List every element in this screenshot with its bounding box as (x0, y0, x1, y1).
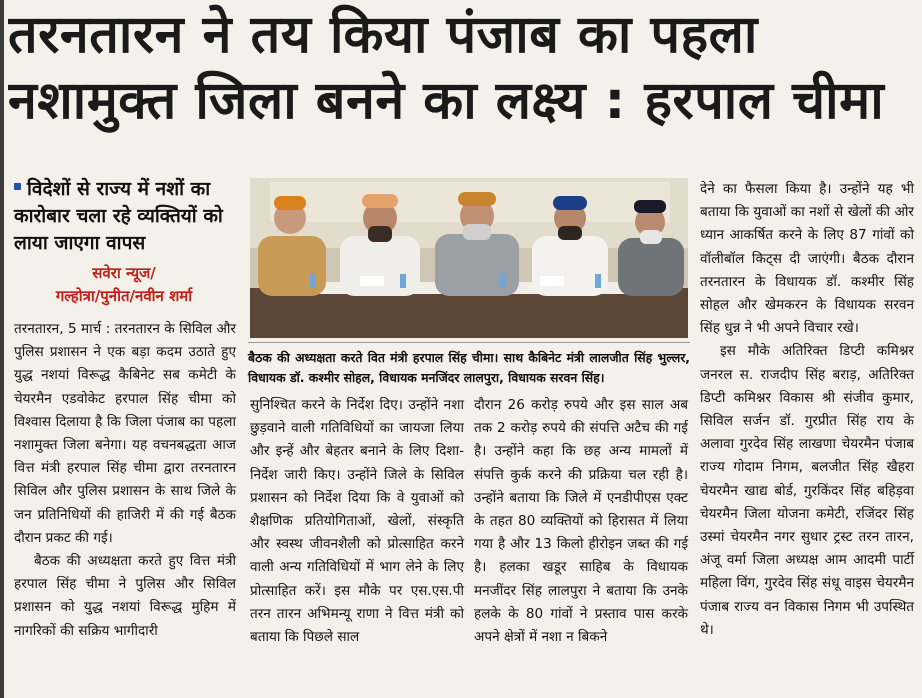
byline-agency: सवेरा न्यूज/ (92, 264, 156, 282)
page-edge (0, 0, 4, 698)
paragraph: दौरान 26 करोड़ रुपये और इस साल अब तक 2 करोड़ रुपये की संपत्ति अटैच की गई है। उन्होंने कहा कि छह अन्य मामलों में संपत्ति कुर्क करने की प्रक्रिया चल रही है। उन्होंने बताया कि जिले में एनडीपीएस एक्ट के तहत 80 व्यक्तियों को हिरासत में लिया गया है और 13 किलो हीरोइन जब्त की गई है। हलका खडूर साहिब के विधायक मनजींदर सिंह लालपुरा ने बताया कि उनके हलके के 80 गांवों ने प्रस्ताव पास करके अपने क्षेत्रों में नशा न बिकने (474, 397, 688, 646)
meeting-photo-icon (250, 178, 688, 338)
byline-reporters: गल्होत्रा/पुनीत/नवीन शर्मा (55, 287, 193, 305)
paragraph: देने का फैसला किया है। उन्होंने यह भी बताया कि युवाओं का नशों से खेलों की ओर ध्यान आकर्षित करने के लिए 87 गांवों को वॉलीबॉल किट्स दी जाएंगी। बैठक दौरान तरनतारन के विधायक डॉ. कश्मीर सिंह सोहल और खेमकरन के विधायक सरवन सिंह धुन्न ने भी अपने विचार रखे। (700, 181, 914, 337)
sub-deck (14, 176, 236, 257)
headline (8, 2, 914, 134)
paragraph: बैठक की अध्यक्षता करते हुए वित्त मंत्री हरपाल सिंह चीमा ने पुलिस और सिविल प्रशासन को युद्ध नशयां विरूद्ध मुहिम में नागरिकों की सक्रिय भागीदारी (14, 553, 236, 639)
caption-divider (248, 342, 690, 343)
paragraph: तरनतारन, 5 मार्च : तरनतारन के सिविल और पुलिस प्रशासन ने एक बड़ा कदम उठाते हुए युद्ध नशयां विरूद्ध कैबिनेट सब कमेटी के चेयरमैन एडवोकेट हरपाल सिंह चीमा को विश्वास दिलाया है कि जिला पंजाब का पहला नशामुक्त जिला बनेगा। यह वचनबद्धता आज वित्त मंत्री हरपाल सिंह चीमा द्वारा तरनतारन सिविल और पुलिस प्रशासन के साथ जिले के जन प्रतिनिधियों की हाजिरी में की गई बैठक दौरान प्रकट की गई। (14, 321, 236, 546)
article-column-2 (250, 394, 464, 649)
paragraph: सुनिश्चित करने के निर्देश दिए। उन्होंने नशा छुड़वाने वाली गतिविधियों का जायजा लिया और इन्हें और बेहतर बनाने के लिए दिशा-निर्देश जारी किए। उन्होंने जिले के सिविल प्रशासन को निर्देश दिया कि वे युवाओं को शैक्षणिक प्रतियोगिताओं, खेलों, संस्कृति और स्वस्थ जीवनशैली को प्रोत्साहित करने वाली अन्य गतिविधियों में भाग लेने के लिए प्रोत्साहित करें। इस मौके पर एस.एस.पी तरन तारन अभिमन्यू राणा ने वित्त मंत्री को बताया कि पिछले साल (250, 397, 464, 646)
photo-caption: बैठक की अध्यक्षता करते वित मंत्री हरपाल सिंह चीमा। साथ कैबिनेट मंत्री लालजीत सिंह भुल्लर, विधायक डॉ. कश्मीर सोहल, विधायक मनजिंदर लालपुरा, विधायक सरवन सिंह। (248, 350, 690, 385)
byline (14, 262, 234, 308)
article-column-3 (474, 394, 688, 649)
headline-line-2: नशामुक्त जिला बनने का लक्ष्य : हरपाल चीमा (8, 71, 885, 131)
sub-deck-text: विदेशों से राज्य में नशों का कारोबार चला रहे व्यक्तियों को लाया जाएगा वापस (14, 178, 223, 254)
article-column-1 (14, 318, 236, 643)
meeting-photo (250, 178, 688, 338)
article-column-4 (700, 178, 914, 642)
headline-line-1: तरनतारन ने तय किया पंजाब का पहला (8, 5, 758, 65)
bullet-icon (14, 183, 21, 190)
paragraph: इस मौके अतिरिक्त डिप्टी कमिश्नर जनरल स. राजदीप सिंह बराड़, अतिरिक्त डिप्टी कमिश्नर विकास श्री संजीव कुमार, सिविल सर्जन डॉ. गुरप्रीत सिंह राय के अलावा गुरदेव सिंह लाखणा चेयरमैन पंजाब राज्य गोदाम निगम, बलजीत सिंह खैहरा चेयरमैन खाद्य बोर्ड, गुरकिंदर सिंह बहिड़वा चेयरमैन जिला योजना कमेटी, रजिंदर सिंह उस्मां चेयरमैन नगर सुधार ट्रस्ट तरन तारन, अंजू वर्मा जिला अध्यक्ष आम आदमी पार्टी महिला विंग, गुरदेव सिंह संधू वाइस चेयरमैन पंजाब राज्य वन विकास निगम भी उपस्थित थे। (700, 343, 914, 638)
